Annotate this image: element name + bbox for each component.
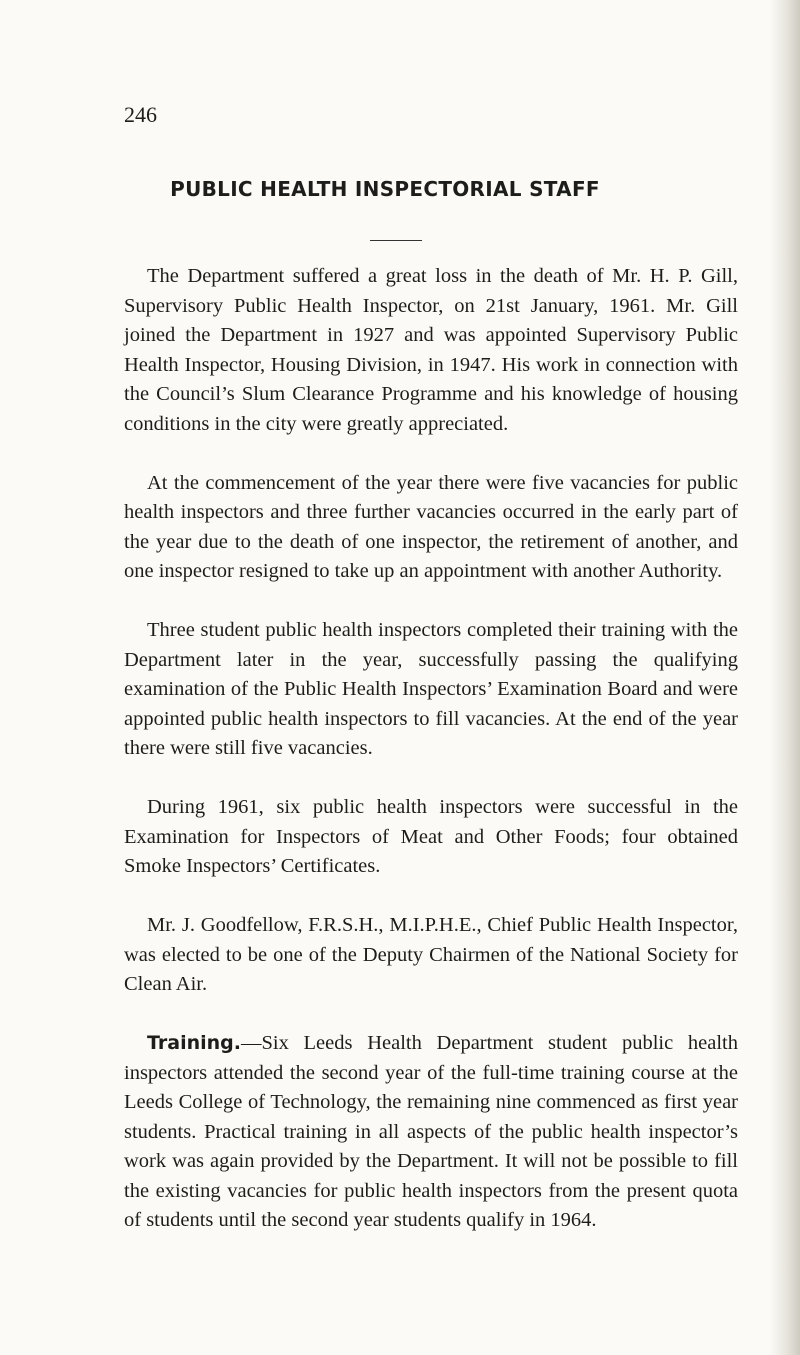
page-edge-shadow [770, 0, 800, 1355]
paragraph-student-inspectors: Three student public health inspectors completed their training with the Department later in the year, successfully passing the qualifying examination of the Public Health Inspectors’ Examination Board and were appointed public health inspectors to fill vacancies. At the end of the year there were still five vacancies. [124, 619, 738, 759]
page-number: 246 [124, 102, 157, 127]
paragraph-examinations: During 1961, six public health inspectors were successful in the Examination for Inspectors of Meat and Other Foods; four obtained Smoke Inspectors’ Certificates. [124, 796, 738, 877]
training-text: —Six Leeds Health Department student public health inspectors attended the second year of the full-time training course at the Leeds College of Technology, the remaining nine commenced as first year students. Practical training in all aspects of the public health inspector’s work was again provided by the Department. It will not be possible to fill the existing vacancies for public health inspectors from the present quota of students until the second year students qualify in 1964. [124, 1032, 738, 1231]
paragraph-vacancies: At the commencement of the year there were five vacancies for public health inspectors and three further vacancies occurred in the early part of the year due to the death of one inspector, the retirement of another, and one inspector resigned to take up an appointment with another Authority. [124, 471, 738, 582]
title-divider [370, 240, 422, 241]
paragraph-gill-obituary: The Department suffered a great loss in the death of Mr. H. P. Gill, Supervisory Public Health Inspector, on 21st January, 1961. Mr. Gill joined the Department in 1927 and was appointed Supervisory Public Health Inspector, Housing Division, in 1947. His work in connection with the Council’s Slum Clearance Programme and his knowledge of housing conditions in the city were greatly appreciated. [124, 265, 738, 435]
training-heading: Training. [147, 1032, 241, 1054]
paragraph-training [124, 1029, 738, 1236]
body-text [124, 262, 738, 1265]
paragraph-goodfellow: Mr. J. Goodfellow, F.R.S.H., M.I.P.H.E., Chief Public Health Inspector, was elected to be one of the Deputy Chairmen of the National Society for Clean Air. [124, 914, 738, 995]
page-title: PUBLIC HEALTH INSPECTORIAL STAFF [170, 177, 600, 201]
